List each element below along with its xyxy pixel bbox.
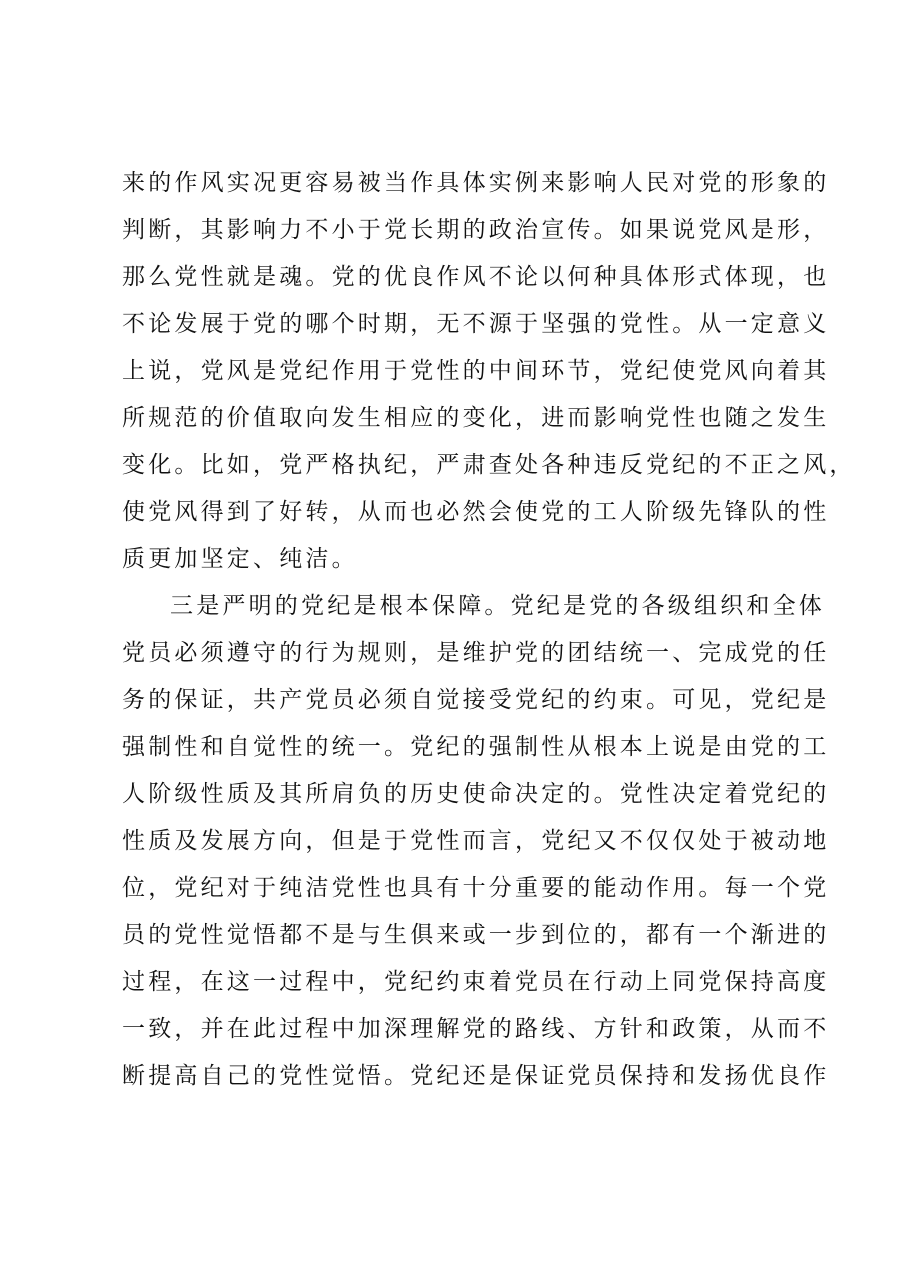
text-line: 那么党性就是魂。党的优良作风不论以何种具体形式体现，也 (122, 264, 830, 290)
text-line: 使党风得到了好转，从而也必然会使党的工人阶级先锋队的性 (122, 499, 830, 525)
text-line: 员的党性觉悟都不是与生俱来或一步到位的，都有一个渐进的 (122, 922, 830, 948)
text-line: 党员必须遵守的行为规则，是维护党的团结统一、完成党的任 (122, 640, 830, 666)
text-line: 所规范的价值取向发生相应的变化，进而影响党性也随之发生 (122, 405, 830, 431)
text-line: 过程，在这一过程中，党纪约束着党员在行动上同党保持高度 (122, 969, 830, 995)
text-line: 断提高自己的党性觉悟。党纪还是保证党员保持和发扬优良作 (122, 1063, 830, 1089)
text-line: 一致，并在此过程中加深理解党的路线、方针和政策，从而不 (122, 1016, 830, 1042)
paragraph-start-line: 三是严明的党纪是根本保障。党纪是党的各级组织和全体 (170, 593, 825, 619)
text-line: 务的保证，共产党员必须自觉接受党纪的约束。可见，党纪是 (122, 687, 830, 713)
text-line: 性质及发展方向，但是于党性而言，党纪又不仅仅处于被动地 (122, 828, 830, 854)
text-line: 判断，其影响力不小于党长期的政治宣传。如果说党风是形， (122, 217, 830, 243)
text-line: 位，党纪对于纯洁党性也具有十分重要的能动作用。每一个党 (122, 875, 830, 901)
text-line: 人阶级性质及其所肩负的历史使命决定的。党性决定着党纪的 (122, 781, 830, 807)
body-text (122, 160, 856, 1100)
text-line: 变化。比如，党严格执纪，严肃查处各种违反党纪的不正之风， (122, 452, 856, 478)
text-line: 不论发展于党的哪个时期，无不源于坚强的党性。从一定意义 (122, 311, 830, 337)
text-line: 上说，党风是党纪作用于党性的中间环节，党纪使党风向着其 (122, 358, 830, 384)
text-line: 来的作风实况更容易被当作具体实例来影响人民对党的形象的 (122, 170, 830, 196)
text-line: 质更加坚定、纯洁。 (122, 546, 358, 572)
text-line: 强制性和自觉性的统一。党纪的强制性从根本上说是由党的工 (122, 734, 830, 760)
